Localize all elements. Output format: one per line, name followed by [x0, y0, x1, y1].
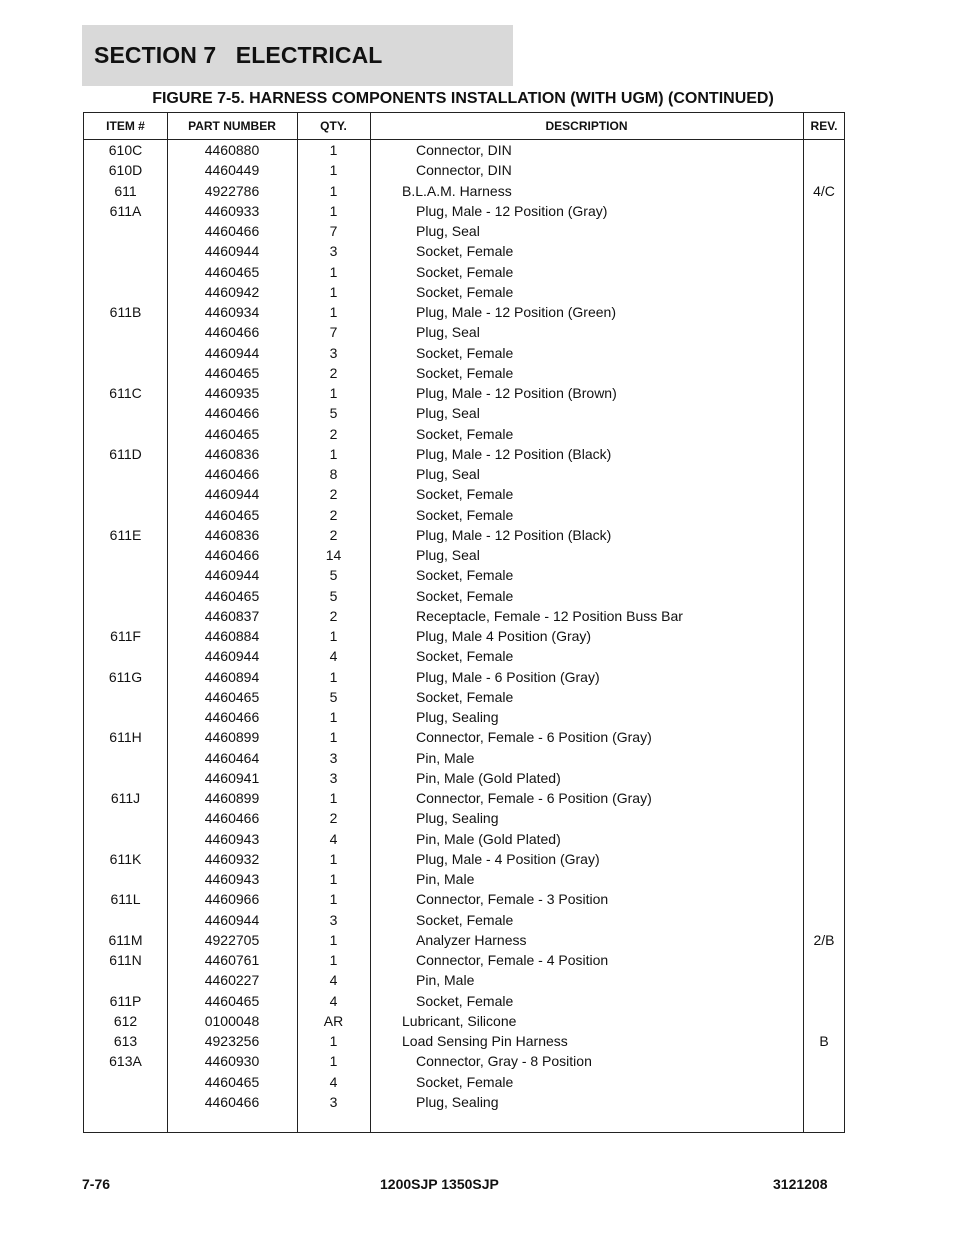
qty-cell: 1 — [329, 142, 338, 158]
qty-cell: 1 — [329, 891, 338, 908]
qty-cell: 2 — [329, 810, 338, 827]
part-number-cell: 4460944 — [204, 344, 260, 361]
description-cell: Plug, Male - 12 Position (Gray) — [416, 202, 608, 219]
part-number-cell: 4460880 — [204, 142, 260, 158]
description-cell: Plug, Male - 6 Position (Gray) — [416, 668, 600, 685]
qty-cell: 2 — [329, 425, 338, 442]
description-cell: Plug, Seal — [416, 466, 480, 482]
qty-cell: 2 — [329, 486, 338, 503]
header-item: ITEM # — [106, 119, 145, 133]
table-row — [84, 444, 844, 464]
parts-table — [83, 112, 845, 1133]
rev-cell: 2/B — [813, 931, 835, 948]
description-cell: Pin, Male (Gold Plated) — [416, 830, 561, 847]
qty-cell: 5 — [329, 567, 338, 584]
qty-cell: 3 — [329, 1093, 338, 1110]
part-number-cell: 4460941 — [204, 769, 260, 786]
header-description: DESCRIPTION — [545, 119, 628, 133]
footer-model: 1200SJP 1350SJP — [380, 1176, 499, 1192]
table-row — [84, 646, 844, 666]
table-row — [84, 849, 844, 869]
table-row — [84, 1072, 844, 1092]
description-cell: Socket, Female — [416, 911, 514, 928]
description-cell: Plug, Seal — [416, 547, 480, 563]
qty-cell: 3 — [329, 344, 338, 361]
description-cell: Socket, Female — [416, 506, 514, 523]
description-cell: Socket, Female — [416, 344, 514, 361]
qty-cell: 3 — [329, 769, 338, 786]
table-row — [84, 1092, 844, 1112]
qty-cell: 5 — [329, 688, 338, 705]
description-cell: Plug, Male - 12 Position (Green) — [416, 304, 616, 320]
table-row — [84, 768, 844, 788]
item-cell: 610D — [108, 162, 143, 179]
qty-cell: 1 — [329, 668, 338, 685]
part-number-cell: 0100048 — [204, 1012, 260, 1029]
description-cell: Socket, Female — [416, 688, 514, 705]
table-row — [84, 586, 844, 606]
item-cell: 611P — [109, 992, 142, 1009]
item-cell: 611N — [109, 952, 142, 968]
item-cell: 613 — [113, 1033, 138, 1049]
description-cell: Socket, Female — [416, 992, 514, 1009]
description-cell: Connector, Female - 6 Position (Gray) — [416, 729, 652, 746]
qty-cell: 1 — [329, 1053, 338, 1070]
item-cell: 611E — [109, 526, 142, 543]
table-row — [84, 424, 844, 444]
part-number-cell: 4923256 — [204, 1033, 260, 1049]
description-cell: Socket, Female — [416, 648, 514, 665]
item-cell: 611B — [109, 304, 142, 320]
qty-cell: 3 — [329, 749, 338, 766]
part-number-cell: 4460836 — [204, 445, 260, 462]
part-number-cell: 4460894 — [204, 668, 260, 685]
description-cell: Socket, Female — [416, 364, 514, 381]
description-cell: Plug, Seal — [416, 324, 480, 341]
qty-cell: 1 — [329, 445, 338, 462]
table-row — [84, 262, 844, 282]
qty-cell: 1 — [329, 283, 338, 300]
description-cell: Receptacle, Female - 12 Position Buss Bar — [416, 607, 683, 624]
qty-cell: 4 — [329, 648, 338, 665]
table-row — [84, 525, 844, 545]
item-cell: 612 — [113, 1012, 138, 1029]
table-row — [84, 343, 844, 363]
part-number-cell: 4460466 — [204, 324, 260, 341]
qty-cell: 5 — [329, 405, 338, 422]
part-number-cell: 4460884 — [204, 628, 260, 644]
part-number-cell: 4460466 — [204, 466, 260, 482]
table-row — [84, 727, 844, 747]
description-cell: Plug, Sealing — [416, 1093, 499, 1110]
part-number-cell: 4460465 — [204, 1073, 260, 1090]
table-row — [84, 606, 844, 626]
item-cell: 611A — [109, 202, 142, 219]
qty-cell: 7 — [329, 324, 338, 341]
qty-cell: 2 — [329, 526, 338, 543]
part-number-cell: 4460761 — [204, 952, 260, 968]
figure-title: FIGURE 7-5. HARNESS COMPONENTS INSTALLATION (WITH UGM) (CONTINUED) — [152, 90, 774, 107]
table-row — [84, 991, 844, 1011]
qty-cell: 2 — [329, 364, 338, 381]
description-cell: Plug, Sealing — [416, 810, 499, 827]
description-cell: Plug, Male - 12 Position (Black) — [416, 445, 612, 462]
part-number-cell: 4460899 — [204, 790, 260, 806]
qty-cell: 8 — [329, 466, 338, 482]
description-cell: Connector, DIN — [416, 142, 512, 158]
table-row — [84, 667, 844, 687]
qty-cell: 7 — [329, 223, 338, 239]
qty-cell: 1 — [329, 162, 338, 179]
description-cell: Analyzer Harness — [416, 931, 527, 948]
part-number-cell: 4460466 — [204, 547, 260, 563]
qty-cell: 4 — [329, 830, 338, 847]
table-row — [84, 970, 844, 990]
part-number-cell: 4460899 — [204, 729, 260, 746]
item-cell: 611L — [110, 891, 141, 908]
part-number-cell: 4460934 — [204, 304, 260, 320]
part-number-cell: 4460944 — [204, 243, 260, 260]
part-number-cell: 4460465 — [204, 587, 260, 604]
table-row — [84, 565, 844, 585]
rev-cell: 4/C — [813, 182, 835, 199]
table-row — [84, 363, 844, 383]
part-number-cell: 4460466 — [204, 1093, 260, 1110]
item-cell: 611F — [110, 628, 141, 644]
section-banner — [82, 25, 513, 86]
table-row — [84, 464, 844, 484]
item-cell: 610C — [108, 142, 143, 158]
table-row — [84, 282, 844, 302]
qty-cell: 1 — [329, 871, 338, 887]
rev-cell: B — [819, 1033, 829, 1049]
part-number-cell: 4460944 — [204, 911, 260, 928]
part-number-cell: 4460932 — [204, 850, 260, 867]
description-cell: Pin, Male — [416, 972, 475, 989]
header-part-number: PART NUMBER — [188, 119, 276, 133]
description-cell: Connector, Female - 6 Position (Gray) — [416, 790, 652, 806]
part-number-cell: 4460943 — [204, 871, 260, 887]
table-row — [84, 403, 844, 423]
item-cell: 611G — [108, 668, 143, 685]
header-rev: REV. — [810, 119, 838, 133]
qty-cell: 1 — [329, 263, 338, 280]
description-cell: Socket, Female — [416, 486, 514, 503]
part-number-cell: 4460930 — [204, 1053, 260, 1070]
item-cell: 611K — [109, 850, 142, 867]
description-cell: Socket, Female — [416, 1073, 514, 1090]
qty-cell: 1 — [329, 385, 338, 401]
table-row — [84, 322, 844, 342]
qty-cell: 4 — [329, 992, 338, 1009]
table-row — [84, 808, 844, 828]
table-body — [84, 140, 844, 1112]
part-number-cell: 4460465 — [204, 263, 260, 280]
part-number-cell: 4460935 — [204, 385, 260, 401]
description-cell: Plug, Male - 4 Position (Gray) — [416, 850, 600, 867]
part-number-cell: 4460466 — [204, 709, 260, 725]
part-number-cell: 4460465 — [204, 688, 260, 705]
description-cell: Connector, Female - 3 Position — [416, 891, 609, 908]
part-number-cell: 4460227 — [204, 972, 260, 989]
table-row — [84, 930, 844, 950]
table-row — [84, 889, 844, 909]
part-number-cell: 4460465 — [204, 506, 260, 523]
description-cell: Plug, Sealing — [416, 709, 499, 725]
table-row — [84, 1031, 844, 1051]
table-row — [84, 829, 844, 849]
description-cell: Lubricant, Silicone — [402, 1012, 517, 1029]
part-number-cell: 4460464 — [204, 749, 260, 766]
part-number-cell: 4460465 — [204, 992, 260, 1009]
description-cell: Pin, Male — [416, 871, 475, 887]
section-title: SECTION 7 ELECTRICAL — [94, 42, 383, 68]
qty-cell: 1 — [329, 182, 338, 199]
description-cell: Socket, Female — [416, 425, 514, 442]
qty-cell: 1 — [329, 202, 338, 219]
qty-cell: 5 — [329, 587, 338, 604]
part-number-cell: 4460944 — [204, 486, 260, 503]
qty-cell: 1 — [329, 1033, 338, 1049]
qty-cell: 1 — [329, 709, 338, 725]
table-row — [84, 140, 844, 160]
description-cell: Connector, DIN — [416, 162, 512, 179]
item-cell: 611D — [109, 445, 142, 462]
table-row — [84, 788, 844, 808]
qty-cell: 4 — [329, 1073, 338, 1090]
part-number-cell: 4460966 — [204, 891, 260, 908]
table-row — [84, 869, 844, 889]
qty-cell: 1 — [329, 850, 338, 867]
part-number-cell: 4460466 — [204, 223, 260, 239]
table-row — [84, 383, 844, 403]
qty-cell: 2 — [329, 607, 338, 624]
qty-cell: 1 — [329, 304, 338, 320]
table-row — [84, 302, 844, 322]
table-row — [84, 687, 844, 707]
table-row — [84, 626, 844, 646]
qty-cell: 3 — [329, 243, 338, 260]
item-cell: 611C — [109, 385, 142, 401]
item-cell: 613A — [109, 1053, 142, 1070]
table-row — [84, 1011, 844, 1031]
description-cell: Socket, Female — [416, 283, 514, 300]
part-number-cell: 4460465 — [204, 364, 260, 381]
description-cell: Socket, Female — [416, 587, 514, 604]
qty-cell: 4 — [329, 972, 338, 989]
qty-cell: 1 — [329, 729, 338, 746]
table-row — [84, 707, 844, 727]
table-row — [84, 484, 844, 504]
description-cell: Pin, Male (Gold Plated) — [416, 769, 561, 786]
part-number-cell: 4460836 — [204, 526, 260, 543]
table-row — [84, 910, 844, 930]
qty-cell: 2 — [329, 506, 338, 523]
qty-cell: 3 — [329, 911, 338, 928]
description-cell: Load Sensing Pin Harness — [402, 1033, 568, 1049]
part-number-cell: 4460944 — [204, 648, 260, 665]
item-cell: 611M — [108, 931, 143, 948]
table-row — [84, 748, 844, 768]
table-row — [84, 545, 844, 565]
part-number-cell: 4922705 — [204, 931, 260, 948]
part-number-cell: 4460837 — [204, 607, 260, 624]
item-cell: 611J — [110, 790, 141, 806]
description-cell: Socket, Female — [416, 243, 514, 260]
footer-page-number: 7-76 — [82, 1176, 111, 1192]
table-row — [84, 201, 844, 221]
table-row — [84, 181, 844, 201]
description-cell: Plug, Male - 12 Position (Brown) — [416, 385, 617, 401]
footer-doc-number: 3121208 — [773, 1176, 828, 1192]
table-row — [84, 950, 844, 970]
table-row — [84, 1051, 844, 1071]
table-row — [84, 160, 844, 180]
qty-cell: 14 — [325, 547, 342, 563]
description-cell: Socket, Female — [416, 263, 514, 280]
description-cell: Connector, Gray - 8 Position — [416, 1053, 592, 1070]
description-cell: Socket, Female — [416, 567, 514, 584]
qty-cell: 1 — [329, 931, 338, 948]
part-number-cell: 4460465 — [204, 425, 260, 442]
item-cell: 611 — [114, 182, 137, 199]
part-number-cell: 4460466 — [204, 810, 260, 827]
item-cell: 611H — [109, 729, 142, 746]
part-number-cell: 4460933 — [204, 202, 260, 219]
qty-cell: AR — [323, 1012, 344, 1029]
part-number-cell: 4460943 — [204, 830, 260, 847]
part-number-cell: 4922786 — [204, 182, 260, 199]
description-cell: Plug, Seal — [416, 405, 480, 422]
qty-cell: 1 — [329, 790, 338, 806]
part-number-cell: 4460466 — [204, 405, 260, 422]
table-row — [84, 505, 844, 525]
description-cell: Pin, Male — [416, 749, 475, 766]
table-row — [84, 241, 844, 261]
qty-cell: 1 — [329, 628, 338, 644]
description-cell: Plug, Male - 12 Position (Black) — [416, 526, 612, 543]
qty-cell: 1 — [329, 952, 338, 968]
description-cell: Plug, Seal — [416, 223, 480, 239]
header-qty: QTY. — [320, 119, 347, 133]
table-row — [84, 221, 844, 241]
part-number-cell: 4460942 — [204, 283, 260, 300]
description-cell: B.L.A.M. Harness — [402, 182, 512, 199]
description-cell: Connector, Female - 4 Position — [416, 952, 609, 968]
description-cell: Plug, Male 4 Position (Gray) — [416, 628, 592, 644]
part-number-cell: 4460944 — [204, 567, 260, 584]
part-number-cell: 4460449 — [204, 162, 260, 179]
